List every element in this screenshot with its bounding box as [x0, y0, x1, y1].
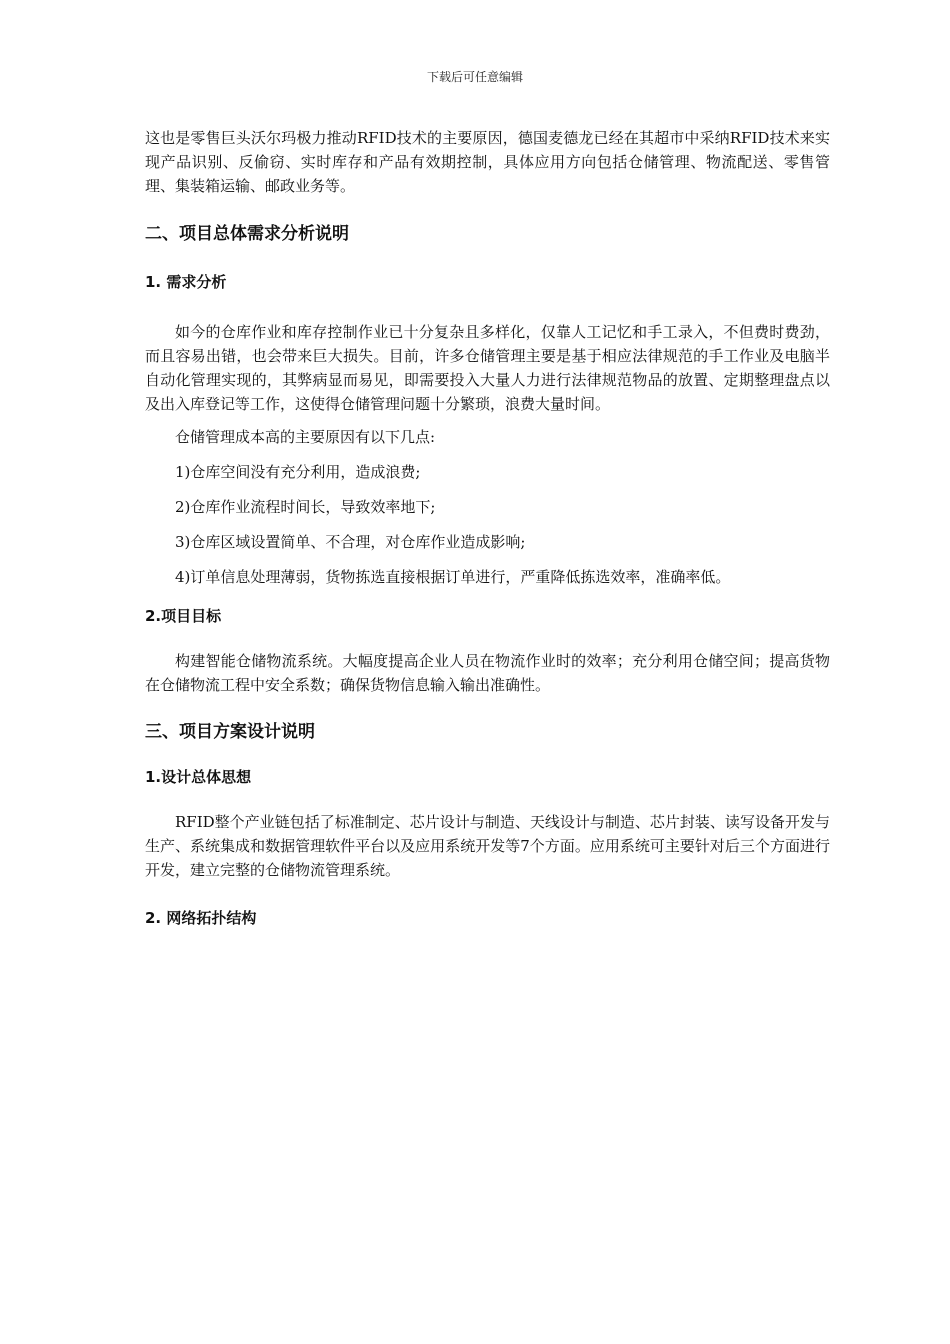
design-idea-paragraph: RFID整个产业链包括了标准制定、芯片设计与制造、天线设计与制造、芯片封装、读写设备开发与生产、系统集成和数据管理软件平台以及应用系统开发等7个方面。应用系统可主要针对后三个方面进行开发，建立完整的仓储物流管理系统。: [145, 813, 830, 879]
cost-reasons-intro: 仓储管理成本高的主要原因有以下几点:: [175, 428, 436, 446]
list-item: 3)仓库区域设置简单、不合理，对仓库作业造成影响;: [175, 533, 526, 551]
section-3-2-heading: 2. 网络拓扑结构: [145, 909, 257, 927]
needs-analysis-paragraph: 如今的仓库作业和库存控制作业已十分复杂且多样化，仅靠人工记忆和手工录入，不但费时费劲，而且容易出错，也会带来巨大损失。目前，许多仓储管理主要是基于相应法律规范的手工作业及电脑半自动化管理实现的，其弊病显而易见，即需要投入大量人力进行法律规范物品的放置、定期整理盘点以及出入库登记等工作，这使得仓储管理问题十分繁琐，浪费大量时间。: [145, 323, 830, 413]
section-3-1-heading: 1.设计总体思想: [145, 768, 252, 786]
section-2-2-heading: 2.项目目标: [145, 607, 222, 625]
cost-reasons-list: [145, 460, 830, 589]
section-2-heading: 二、项目总体需求分析说明: [145, 224, 349, 244]
intro-paragraph: 这也是零售巨头沃尔玛极力推动RFID技术的主要原因，德国麦德龙已经在其超市中采纳RFID技术来实现产品识别、反偷窃、实时库存和产品有效期控制，具体应用方向包括仓储管理、物流配送、零售管理、集装箱运输、邮政业务等。: [145, 129, 830, 195]
list-item: 1)仓库空间没有充分利用，造成浪费;: [175, 463, 421, 481]
document-body: [145, 126, 830, 930]
list-item: 4)订单信息处理薄弱，货物拣选直接根据订单进行，严重降低拣选效率，准确率低。: [175, 568, 731, 586]
section-3-heading: 三、项目方案设计说明: [145, 722, 315, 742]
project-goal-paragraph: 构建智能仓储物流系统。大幅度提高企业人员在物流作业时的效率；充分利用仓储空间；提高货物在仓储物流工程中安全系数；确保货物信息输入输出准确性。: [145, 652, 830, 694]
list-item: 2)仓库作业流程时间长，导致效率地下;: [175, 498, 436, 516]
section-2-1-heading: 1. 需求分析: [145, 273, 227, 291]
header-note: 下载后可任意编辑: [426, 70, 523, 84]
